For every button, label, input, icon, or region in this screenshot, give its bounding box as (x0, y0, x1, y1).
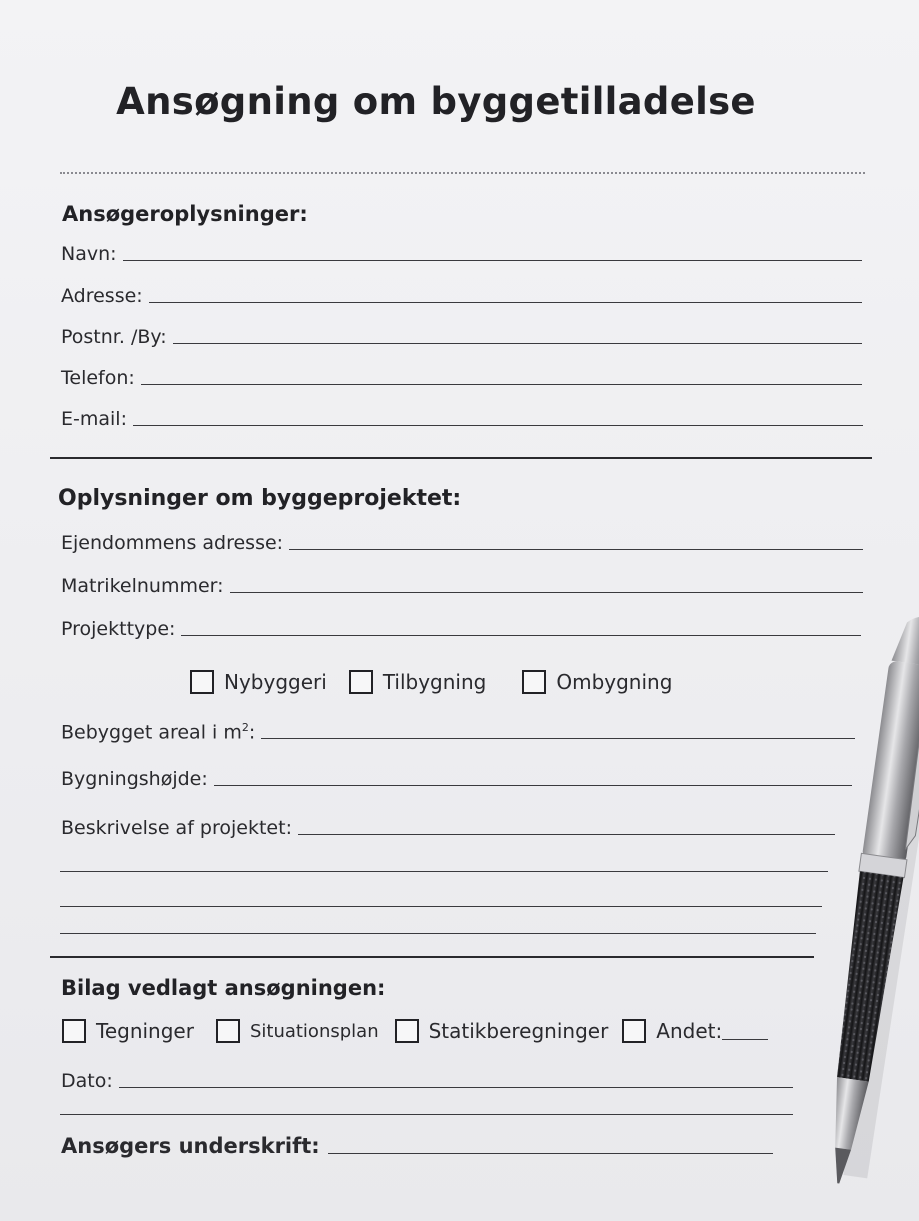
field-property-address-label: Ejendommens adresse: (61, 532, 284, 554)
field-phone-label: Telefon: (61, 367, 135, 389)
field-name-label: Navn: (61, 243, 117, 265)
applicant-heading: Ansøgeroplysninger: (62, 202, 308, 226)
checkbox-site-plan-label: Situationsplan (249, 1020, 379, 1042)
field-postal-city-label: Postnr. /By: (61, 326, 167, 348)
attachments-heading: Bilag vedlagt ansøgningen: (61, 976, 386, 1000)
field-project-type-label: Projekttype: (61, 618, 176, 640)
checkbox-extension-label: Tilbygning (382, 670, 487, 694)
field-built-area-label: Bebygget areal i $m^2$: (61, 721, 256, 744)
field-cadastral-number-label: Matrikelnummer: (61, 575, 224, 597)
pen-cap-top (892, 613, 919, 666)
field-date-label: Dato: (61, 1070, 113, 1092)
checkbox-structural-calculations-label: Statikberegninger (428, 1019, 609, 1043)
checkbox-drawings-label: Tegninger (96, 1019, 194, 1043)
field-signature-label: Ansøgers underskrift: (61, 1134, 320, 1158)
project-heading: Oplysninger om byggeprojektet: (58, 486, 462, 511)
field-description-label: Beskrivelse af projektet: (61, 817, 292, 839)
checkbox-other-label: Andet: (656, 1019, 723, 1043)
field-building-height-label: Bygningshøjde: (61, 768, 208, 790)
form-title: Ansøgning om byggetilladelse (116, 80, 756, 123)
checkbox-renovation-label: Ombygning (556, 670, 673, 694)
checkbox-new-build-label: Nybyggeri (224, 670, 327, 694)
field-email-label: E-mail: (61, 408, 127, 430)
field-address-label: Adresse: (61, 285, 143, 307)
